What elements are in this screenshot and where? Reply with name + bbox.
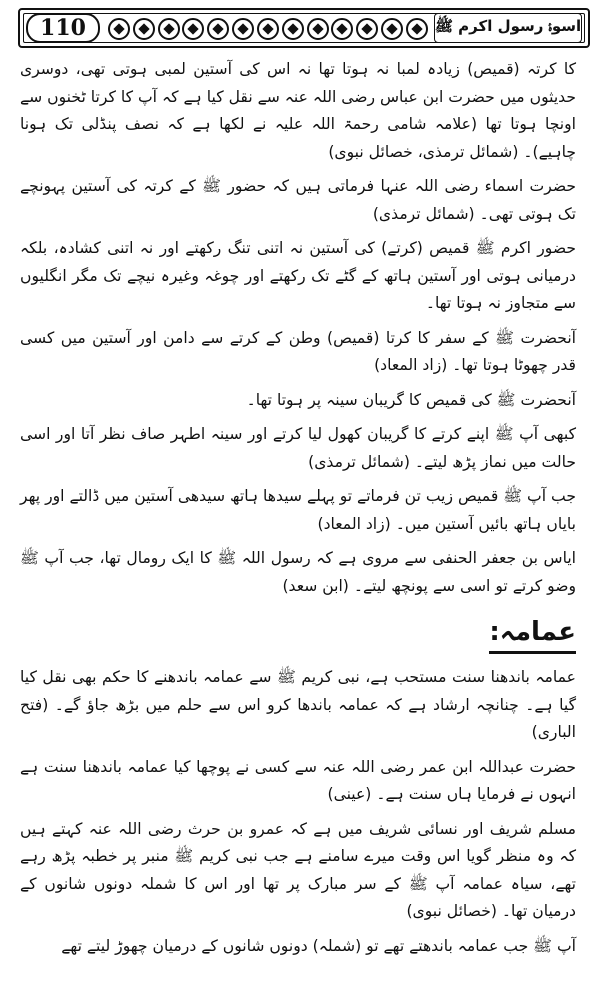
ornament-icon — [356, 18, 378, 40]
paragraph: حضرت عبداللہ ابن عمر رضی اللہ عنہ سے کسی نے پوچھا کیا عمامہ باندھنا سنت ہے انہوں نے فرمایا ہاں سنت ہے۔ (عینی) — [20, 757, 576, 803]
ornament-icon — [133, 18, 155, 40]
paragraph: آنحضرت ﷺ کی قمیص کا گریبان سینہ پر ہوتا تھا۔ — [246, 390, 576, 409]
ornament-icon — [307, 18, 329, 40]
paragraph: آپ ﷺ جب عمامہ باندھتے تھے تو (شملہ) دونوں شانوں کے درمیان چھوڑ لیتے تھے — [61, 936, 576, 955]
ornament-icon — [282, 18, 304, 40]
paragraph: آنحضرت ﷺ کے سفر کا کرتا (قمیص) وطن کے کرتے سے دامن اور آستین میں کسی قدر چھوٹا ہوتا تھا۔ (زاد المعاد) — [20, 328, 576, 374]
book-title: اسوۂ رسول اکرم ﷺ — [434, 17, 582, 35]
page-number: 110 — [40, 15, 86, 41]
paragraph: حضرت اسماء رضی اللہ عنہا فرماتی ہیں کہ حضور ﷺ کے کرتہ کی آستین پہونچے تک ہوتی تھی۔ (شمائل ترمذی) — [20, 177, 576, 223]
paragraph: جب آپ ﷺ قمیص زیب تن فرماتے تو پہلے سیدھا ہاتھ سیدھی آستین میں ڈالتے اور پھر بایاں ہاتھ بائیں آستین میں۔ (زاد المعاد) — [20, 487, 576, 533]
ornament-icon — [182, 18, 204, 40]
ornament-icon — [331, 18, 353, 40]
ornament-icon — [158, 18, 180, 40]
paragraph: کبھی آپ ﷺ اپنے کرتے کا گریبان کھول لیا کرتے اور سینہ اطہر صاف نظر آتا اور اسی حالت میں نماز پڑھ لیتے۔ (شمائل ترمذی) — [20, 425, 576, 471]
paragraph: مسلم شریف اور نسائی شریف میں ہے کہ عمرو بن حرث رضی اللہ عنہ کہتے ہیں کہ وہ منظر گویا اس وقت میرے سامنے ہے جب نبی کریم ﷺ منبر پر خطبہ پڑھ رہے تھے، سیاہ عمامہ آپ ﷺ کے سر مبارک پر تھا اور اس کا شملہ دونوں شانوں کے درمیان تھا۔ (خصائل نبوی) — [20, 819, 576, 920]
page-number-badge — [26, 13, 100, 43]
ornament-icon — [406, 18, 428, 40]
ornament-icon — [232, 18, 254, 40]
page-body — [20, 56, 576, 967]
book-title-badge — [434, 13, 582, 43]
ornament-icon — [381, 18, 403, 40]
paragraph: کا کرتہ (قمیص) زیادہ لمبا نہ ہوتا تھا نہ اس کی آستین لمبی ہوتی تھی، دوسری حدیثوں میں حضرت ابن عباس رضی اللہ عنہ سے نقل کیا ہے کہ آپ کا کرتا ٹخنوں سے اونچا ہوتا تھا (علامہ شامی رحمۃ اللہ علیہ نے لکھا ہے کہ نصف پنڈلی تک ہونا چاہیے)۔ (شمائل ترمذی، خصائل نبوی) — [20, 60, 576, 161]
ornament-icon — [207, 18, 229, 40]
header-ornament — [108, 16, 428, 42]
ornament-icon — [257, 18, 279, 40]
paragraph: ایاس بن جعفر الحنفی سے مروی ہے کہ رسول اللہ ﷺ کا ایک رومال تھا، جب آپ ﷺ وضو کرتے تو اسی سے پونچھ لیتے۔ (ابن سعد) — [20, 549, 576, 595]
paragraph: حضور اکرم ﷺ قمیص (کرتے) کی آستین نہ اتنی تنگ رکھتے اور نہ اتنی کشادہ، بلکہ درمیانی ہوتی اور آستین ہاتھ کے گٹے تک رکھتے اور چوغہ وغیرہ نیچے تک مگر انگلیوں سے متجاوز نہ ہوتا تھا۔ — [20, 239, 576, 312]
page-header — [18, 8, 590, 48]
section-heading: عمامہ: — [489, 615, 576, 654]
ornament-icon — [108, 18, 130, 40]
paragraph: عمامہ باندھنا سنت مستحب ہے، نبی کریم ﷺ سے عمامہ باندھنے کا حکم بھی نقل کیا گیا ہے۔ چنانچہ ارشاد ہے کہ عمامہ باندھا کرو اس سے حلم میں بڑھ جاؤ گے۔ (فتح الباری) — [20, 668, 576, 741]
